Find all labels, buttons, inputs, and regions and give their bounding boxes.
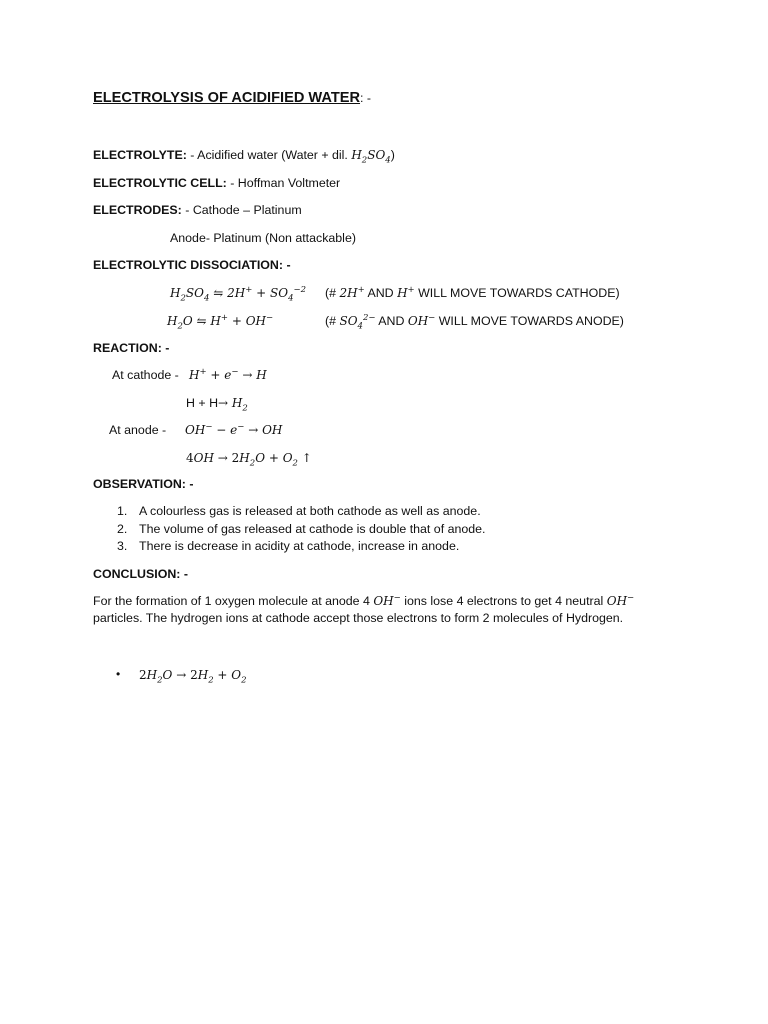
conclusion-ion-a: OH−	[373, 593, 401, 608]
electrolyte-label: ELECTROLYTE:	[93, 148, 187, 162]
electrodes-anode: Anode- Platinum (Non attackable)	[170, 231, 356, 245]
dissociation-label: ELECTROLYTIC DISSOCIATION: -	[93, 258, 291, 272]
electrodes-label: ELECTRODES:	[93, 203, 182, 217]
electrolyte-line	[93, 147, 395, 166]
electrolyte-close: )	[390, 148, 395, 162]
cathode-eq1: H+ + e− → H	[189, 367, 267, 382]
summary-equation: $2H_2O \to 2H_2 + O_2$	[139, 668, 247, 686]
cathode-eq2: $H + H\to H_2$	[186, 396, 248, 414]
title-suffix: : -	[360, 91, 372, 105]
conclusion-label: CONCLUSION: -	[93, 567, 188, 581]
electrodes-line	[93, 202, 302, 218]
dissociation-note2: (# $SO_4^{2-}$ AND OH− WILL MOVE TOWARDS ANODE)	[325, 313, 624, 332]
cell-text: - Hoffman Voltmeter	[226, 176, 341, 190]
observation-item-1: A colourless gas is released at both cathode as well as anode.	[139, 504, 481, 518]
conclusion-line-1	[93, 593, 634, 609]
cell-label: ELECTROLYTIC CELL:	[93, 176, 227, 190]
reaction-label: REACTION: -	[93, 341, 170, 355]
observation-num-1: 1.	[117, 504, 128, 518]
conclusion-text-a: For the formation of 1 oxygen molecule at anode 4	[93, 594, 374, 608]
cathode-label: At cathode -	[112, 368, 179, 382]
observation-num-2: 2.	[117, 522, 128, 536]
observation-label: OBSERVATION: -	[93, 477, 194, 491]
dissociation-note1: (# 2H+ AND H+ WILL MOVE TOWARDS CATHODE)	[325, 285, 620, 300]
conclusion-ion-b: OH−	[606, 593, 635, 608]
title-text: ELECTROLYSIS OF ACIDIFIED WATER	[93, 90, 361, 106]
anode-eq2: $4OH \to 2H_2O + O_2$ ↑	[186, 451, 312, 469]
electrolyte-text: - Acidified water (Water + dil.	[186, 148, 352, 162]
dissociation-eq1: $H_2SO_4$ ⇋ $2H^+ + SO_4^{-2}$	[170, 285, 307, 304]
electrolyte-formula: $H_2SO_4$	[351, 148, 391, 166]
document-title	[93, 90, 371, 106]
anode-eq1: OH− − e− → OH	[185, 422, 283, 437]
electrodes-cathode: - Cathode – Platinum	[181, 203, 302, 217]
observation-item-3: There is decrease in acidity at cathode, increase in anode.	[139, 539, 460, 553]
conclusion-line-2: particles. The hydrogen ions at cathode accept those electrons to form 2 molecules of Hydrogen.	[93, 611, 624, 625]
observation-num-3: 3.	[117, 539, 128, 553]
anode-label: At anode -	[109, 423, 167, 437]
conclusion-text-b: ions lose 4 electrons to get 4 neutral	[400, 594, 607, 608]
dissociation-eq2: $H_2O$ ⇋ H+ + OH−	[167, 313, 274, 332]
cell-line	[93, 175, 340, 191]
observation-item-2: The volume of gas released at cathode is double that of anode.	[139, 522, 486, 536]
summary-bullet: •	[116, 667, 121, 681]
